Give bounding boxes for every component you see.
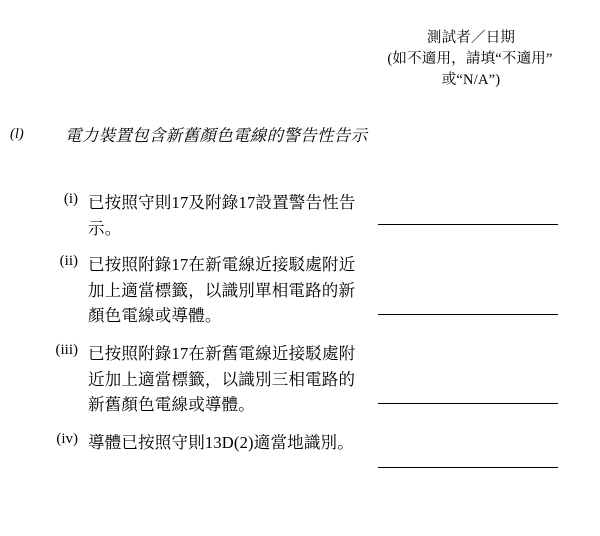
sub-item-text: 已按照附錄17在新電線近接駁處附近加上適當標籤，以識別單相電路的新顏色電線或導體。 — [88, 255, 356, 325]
list-item-text: 電力裝置包含新舊顏色電線的警告性告示 — [65, 126, 368, 145]
sub-item-marker: (iii) — [55, 342, 78, 358]
list-item-marker: (l) — [10, 126, 24, 142]
signature-line-iii[interactable] — [378, 403, 558, 404]
sub-item-marker: (i) — [63, 191, 78, 207]
sub-item-marker: (ii) — [59, 253, 78, 269]
signature-line-i[interactable] — [378, 224, 558, 225]
sub-item-text: 導體已按照守則13D(2)適當地識別。 — [88, 433, 354, 452]
sub-item-text: 已按照守則17及附錄17設置警告性告示。 — [88, 193, 356, 238]
signature-line-iv[interactable] — [378, 467, 558, 468]
signature-column-heading — [352, 28, 590, 91]
signature-line-ii[interactable] — [378, 314, 558, 315]
heading-line-3: 或“N/A”) — [441, 72, 501, 88]
sub-item-marker: (iv) — [56, 431, 78, 447]
sub-item-text: 已按照附錄17在新舊電線近接駁處附近加上適當標籤，以識別三相電路的新舊顏色電線或導體。 — [88, 344, 356, 414]
heading-line-1: 測試者／日期 — [426, 30, 516, 46]
heading-line-2: (如不適用，請填“不適用” — [387, 51, 553, 67]
